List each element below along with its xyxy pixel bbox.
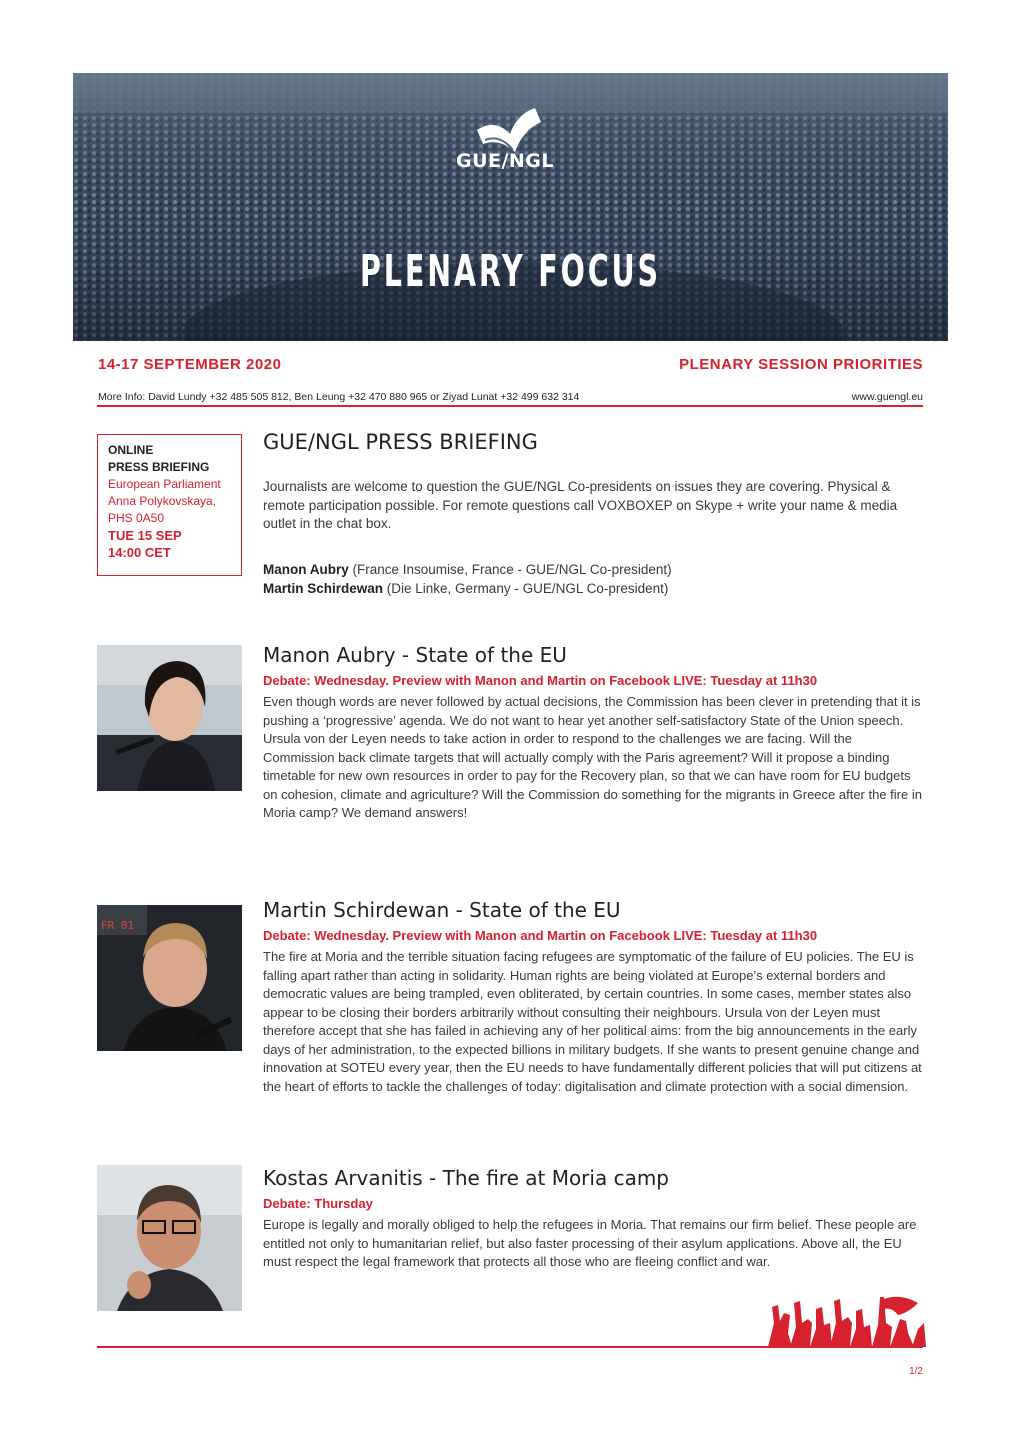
session-priorities-label: PLENARY SESSION PRIORITIES — [679, 356, 923, 373]
article-3-title — [263, 1166, 669, 1190]
co-president-1-name: Manon Aubry — [263, 562, 349, 577]
header-divider — [97, 405, 923, 407]
session-dates: 14-17 SEPTEMBER 2020 — [98, 356, 282, 373]
logo-text: GUE/NGL — [455, 150, 555, 172]
press-briefing-title: GUE/NGL PRESS BRIEFING — [263, 430, 538, 454]
briefing-time: 14:00 CET — [108, 545, 171, 560]
article-3-speaker: Kostas Arvanitis — [263, 1166, 423, 1190]
contact-info: More Info: David Lundy +32 485 505 812, Ben Leung +32 470 880 965 or Ziyad Lunat +32 499 632 314 — [98, 391, 580, 403]
article-2-debate-info: Debate: Wednesday. Preview with Manon and Martin on Facebook LIVE: Tuesday at 11h30 — [263, 928, 818, 943]
briefing-date: TUE 15 SEP — [108, 528, 182, 543]
briefing-label: PRESS BRIEFING — [108, 460, 210, 474]
co-president-2-name: Martin Schirdewan — [263, 581, 384, 596]
article-1-body: Even though words are never followed by actual decisions, the Commission has been clever in pretending that it is pushing a ‘progressive’ agenda. We do not want to hear yet another self-satisfactory State of the Union speech. Ursula von der Leyen needs to take action in order to respond to the challenges we are facing. Will the Commission back climate targets that will actually comply with the Paris agreement? Will it propose a binding timetable for new own resources in order to pay for the Recovery plan, so that we can have room for EU budgets on cohesion, climate and agriculture? Will the Commission do something for the migrants in Greece after the fire in Moria camp? We demand answers! — [263, 694, 922, 820]
website-link[interactable]: www.guengl.eu — [851, 391, 923, 403]
briefing-room-code: PHS 0A50 — [108, 511, 165, 525]
co-president-2-detail: (Die Linke, Germany - GUE/NGL Co-president) — [383, 581, 669, 596]
page-number: 1/2 — [909, 1366, 923, 1377]
martin-schirdewan-photo — [97, 905, 242, 1051]
article-1-speaker: Manon Aubry — [263, 643, 396, 667]
co-president-2 — [263, 580, 925, 599]
footer-divider — [97, 1346, 923, 1348]
article-3-debate-info: Debate: Thursday — [263, 1196, 373, 1211]
article-3-topic: - The fire at Moria camp — [422, 1166, 670, 1190]
co-president-1 — [263, 561, 925, 580]
article-2-title — [263, 898, 621, 922]
briefing-room-name: Anna Polykovskaya, — [108, 494, 217, 508]
article-3-body: Europe is legally and morally obliged to help the refugees in Moria. That remains our firm belief. These people are entitled not only to humanitarian relief, but also faster processing of their asylum applications. Above all, the EU must respect the legal framework that protects all those who are fleeing conflict and war. — [263, 1217, 917, 1269]
article-2-topic: - State of the EU — [449, 898, 621, 922]
kostas-arvanitis-photo — [97, 1165, 242, 1311]
article-2-speaker: Martin Schirdewan — [263, 898, 450, 922]
article-1-debate-info: Debate: Wednesday. Preview with Manon and Martin on Facebook LIVE: Tuesday at 11h30 — [263, 673, 818, 688]
raised-fists-crowd-icon — [768, 1293, 926, 1347]
press-briefing-text: Journalists are welcome to question the GUE/NGL Co-presidents on issues they are covering. Physical & remote participation possible. For remote questions call VOXBOXEP on Skype + write your name & media outlet in the chat box. — [263, 479, 898, 531]
briefing-venue: European Parliament — [108, 477, 221, 491]
article-1-title — [263, 643, 567, 667]
article-1-topic: - State of the EU — [395, 643, 567, 667]
article-2-body: The fire at Moria and the terrible situation facing refugees are symptomatic of the failure of EU policies. The EU is falling apart rather than acting in solidarity. Human rights are being violated at Europe’s external borders and democratic values are being trampled, even obliterated, by certain countries. In some cases, member states also appear to be closing their borders arbitrarily without consulting their neighbours. Ursula von der Leyen must therefore accept that she has failed in achieving any of her political aims: from the big announcements in the early days of her administration, to the expected billions in military budgets. If she wants to present genuine change and innovation at SOTEU every year, then the EU needs to have fundamentally different policies that will put citizens at the heart of efforts to tackle the challenges of today: digitalisation and climate protection with a social dimension. — [263, 949, 922, 1094]
svg-text:FR 01: FR 01 — [101, 919, 135, 932]
manon-aubry-photo — [97, 645, 242, 791]
co-president-1-detail: (France Insoumise, France - GUE/NGL Co-president) — [348, 562, 672, 577]
page-title: PLENARY FOCUS — [360, 246, 661, 297]
press-briefing-info-box — [97, 434, 242, 576]
briefing-type: ONLINE — [108, 443, 154, 457]
